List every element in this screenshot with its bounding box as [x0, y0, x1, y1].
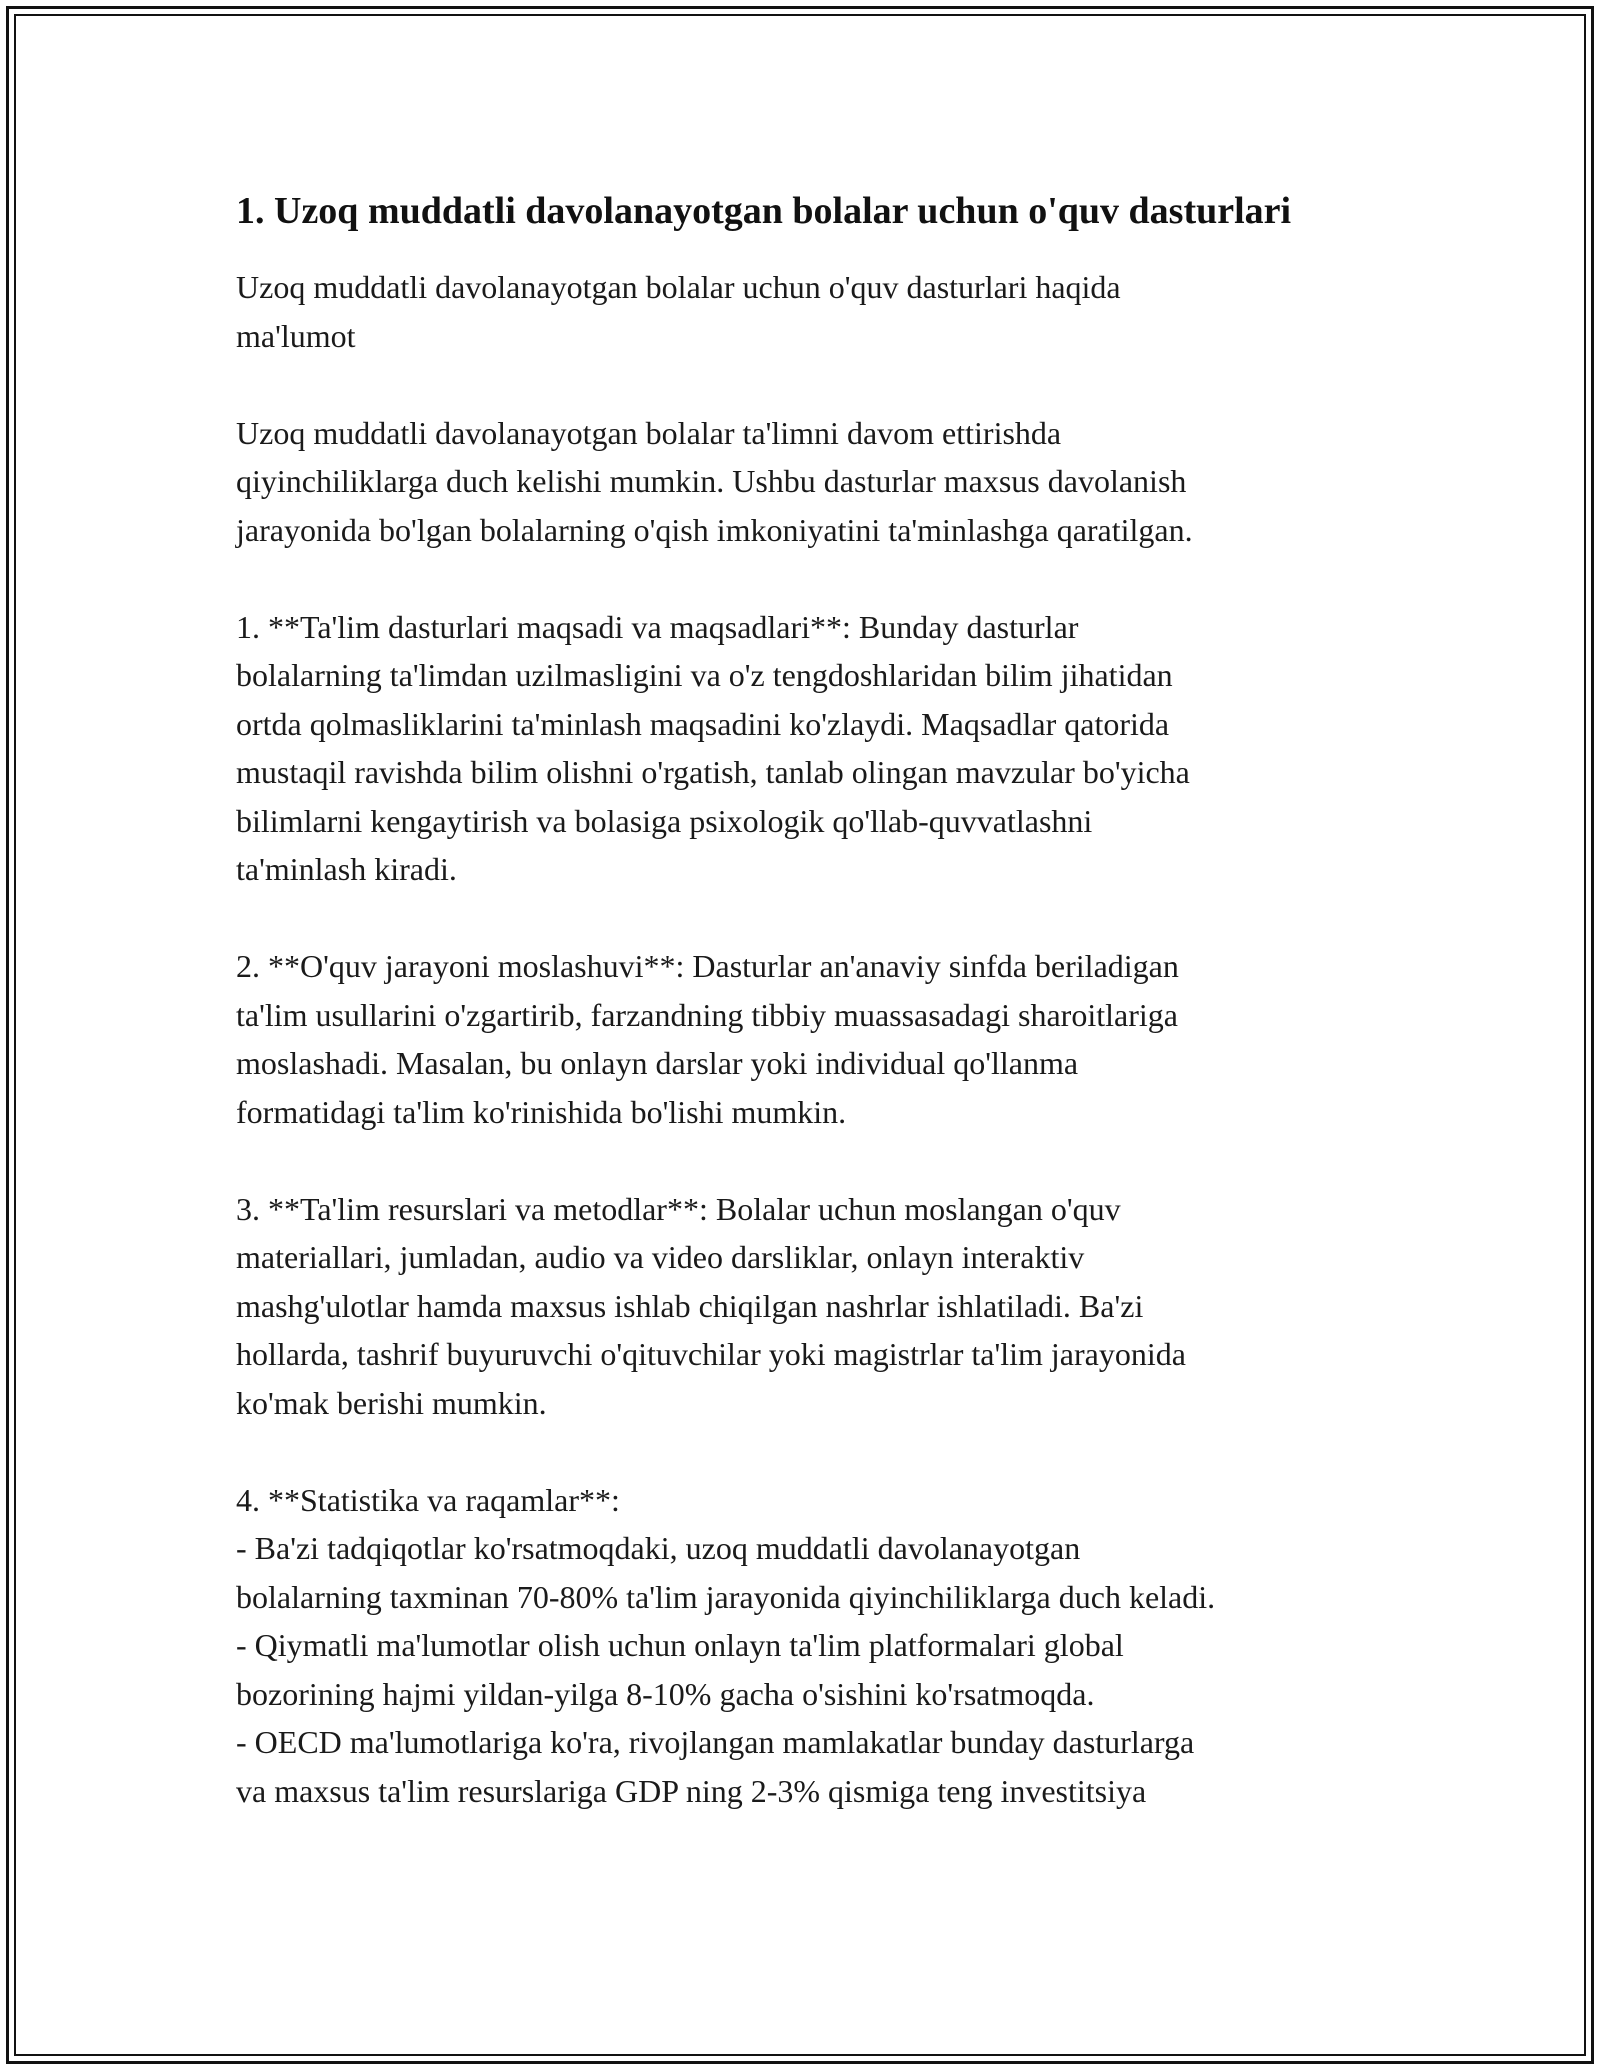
section-3-paragraph: 3. **Ta'lim resurslari va metodlar**: Bolalar uchun moslangan o'quv materiallari, jumladan, audio va video darsliklar, onlayn interaktiv mashg'ulotlar hamda maxsus ishlab chiqilgan nashrlar ishlatiladi. Ba'zi hollarda, tashrif buyuruvchi o'qituvchilar yoki magistrlar ta'lim jarayonida ko'mak berishi mumkin. [236, 1190, 1186, 1421]
section-1-paragraph: 1. **Ta'lim dasturlari maqsadi va maqsadlari**: Bunday dasturlar bolalarning ta'limdan uzilmasligini va o'z tengdoshlaridan bilim jihatidan ortda qolmasliklarini ta'minlash maqsadini ko'zlaydi. Maqsadlar qatorida mustaqil ravishda bilim olishni o'rgatish, tanlab olingan mavzular bo'yicha bilimlarni kengaytirish va bolasiga psixologik qo'llab-quvvatlashni ta'minlash kiradi. [236, 608, 1190, 887]
section-2-paragraph: 2. **O'quv jarayoni moslashuvi**: Dasturlar an'anaviy sinfda beriladigan ta'lim usullarini o'zgartirib, farzandning tibbiy muassasadagi sharoitlariga moslashadi. Masalan, bu onlayn darslar yoki individual qo'llanma formatidagi ta'lim ko'rinishida bo'lishi mumkin. [236, 948, 1179, 1130]
paragraph-gap [236, 1136, 1376, 1185]
intro-paragraph: Uzoq muddatli davolanayotgan bolalar uchun o'quv dasturlari haqida ma'lumot [236, 269, 1121, 354]
paragraph-gap [236, 894, 1376, 943]
document-body [236, 184, 1376, 1815]
overview-paragraph: Uzoq muddatli davolanayotgan bolalar ta'limni davom ettirishda qiyinchiliklarga duch kelishi mumkin. Ushbu dasturlar maxsus davolanish jarayonida bo'lgan bolalarning o'qish imkoniyatini ta'minlashga qaratilgan. [236, 414, 1193, 548]
paragraph-gap [236, 360, 1376, 409]
document-title: 1. Uzoq muddatli davolanayotgan bolalar uchun o'quv dasturlari [236, 190, 1292, 232]
section-4-paragraph: 4. **Statistika va raqamlar**: - Ba'zi tadqiqotlar ko'rsatmoqdaki, uzoq muddatli davolanayotgan bolalarning taxminan 70-80% ta'lim jarayonida qiyinchiliklarga duch keladi. - Qiymatli ma'lumotlar olish uchun onlayn ta'lim platformalari global bozorining hajmi yildan-yilga 8-10% gacha o'sishini ko'rsatmoqda. - OECD ma'lumotlariga ko'ra, rivojlangan mamlakatlar bunday dasturlarga va maxsus ta'lim resurslariga GDP ning 2-3% qismiga teng investitsiya [236, 1481, 1216, 1809]
paragraph-gap [236, 1427, 1376, 1476]
paragraph-gap [236, 554, 1376, 603]
